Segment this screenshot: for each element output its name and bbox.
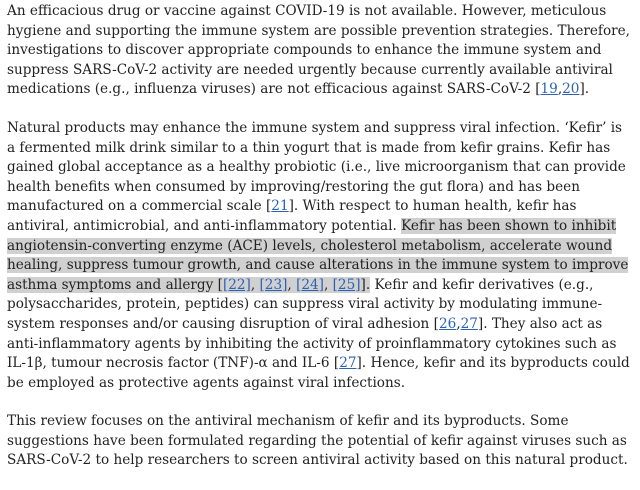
citation-link[interactable]: 27 bbox=[460, 315, 478, 332]
highlighted-text: , bbox=[250, 276, 260, 293]
citation-link[interactable]: 20 bbox=[562, 81, 580, 98]
article-body bbox=[7, 2, 633, 490]
body-text: , bbox=[456, 315, 461, 332]
citation-link[interactable]: 21 bbox=[271, 198, 289, 215]
citation-link[interactable]: [22] bbox=[222, 276, 251, 293]
citation-link[interactable]: [23] bbox=[259, 276, 288, 293]
paragraph-covid-prevention bbox=[7, 2, 633, 100]
body-text: Natural products may enhance the immune system and suppress viral infection. ‘Kefir’ is a fermented milk drink similar to a thin yogurt that is made from kefir grains. Kefir has gained global acceptance as a healthy probiotic (i.e., live microorganism that can provide health benefits when consumed by improving/restoring the gut flora) and has been manufactured on a commercial scale [ bbox=[7, 119, 626, 215]
citation-link[interactable]: [24] bbox=[296, 276, 324, 293]
body-text: Kefir and kefir derivatives (e.g., polysaccharides, protein, peptides) can suppress viral activity by modulating immune-system responses and/or causing disruption of viral adhesion [ bbox=[7, 276, 603, 332]
body-text: ]. bbox=[579, 81, 590, 98]
citation-link[interactable]: [25] bbox=[332, 276, 361, 293]
paragraph-kefir-natural-products bbox=[7, 119, 633, 393]
body-text: ]. They also act as anti-inflammatory agents by inhibiting the activity of proinflammatory cytokines such as IL-1β, tumour necrosis factor (TNF)-α and IL-6 [ bbox=[7, 315, 617, 372]
highlighted-text: Kefir has been shown to inhibit angiotensin-converting enzyme (ACE) levels, cholesterol metabolism, accelerate wound healing, suppress tumour growth, and cause alterations in the immune system to improve asthma symptoms and allergy [ bbox=[7, 217, 629, 293]
body-text: ]. Hence, kefir and its byproducts could be employed as protective agents against viral infections. bbox=[7, 355, 630, 391]
citation-link[interactable]: 27 bbox=[339, 355, 357, 372]
citation-link[interactable]: 26 bbox=[438, 315, 457, 332]
highlighted-text: , bbox=[287, 276, 297, 293]
highlighted-text: ]. bbox=[360, 276, 371, 293]
citation-link[interactable]: 19 bbox=[540, 81, 558, 98]
paragraph-review-focus bbox=[7, 412, 633, 471]
body-text: , bbox=[557, 81, 563, 98]
body-text: An efficacious drug or vaccine against COVID-19 is not available. However, meticulous hygiene and supporting the immune system are possible prevention strategies. Therefore, investigations to discover appropriate compounds to enhance the immune system and suppress SARS-CoV-2 activity are needed urgently because currently available antiviral medications (e.g., influenza viruses) are not efficacious against SARS-CoV-2 [ bbox=[7, 3, 630, 98]
body-text: ]. With respect to human health, kefir has antiviral, antimicrobial, and anti-inflammatory potential. bbox=[7, 198, 577, 234]
body-text: This review focuses on the antiviral mechanism of kefir and its byproducts. Some suggestions have been formulated regarding the potential of kefir against viruses such as SARS-CoV-2 to help researchers to screen antiviral activity based on this natural product. bbox=[7, 413, 628, 469]
highlighted-text: , bbox=[323, 276, 333, 293]
